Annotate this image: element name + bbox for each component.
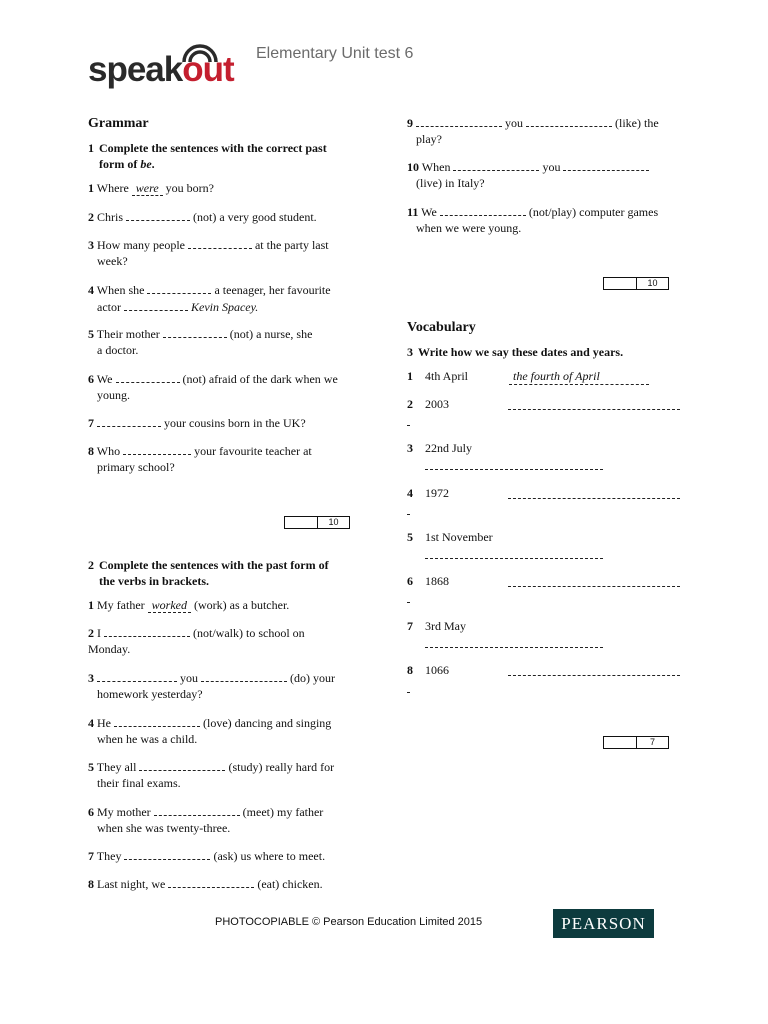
answer-blank[interactable] bbox=[104, 624, 190, 637]
ex3-item-7: 7 3rd May bbox=[407, 619, 466, 633]
ex1-item-1: 1 Where were you born? bbox=[88, 181, 214, 195]
wrap-dash bbox=[407, 692, 410, 693]
ex1-item-8: 8 Who your favourite teacher at primary school? bbox=[88, 444, 312, 474]
ex2-item-9: 9 you (like) the play? bbox=[407, 116, 659, 146]
score-input[interactable] bbox=[604, 737, 637, 748]
ex1-item-6: 6 We (not) afraid of the dark when we young. bbox=[88, 372, 338, 402]
ex2-item-11: 11 We (not/play) computer games when we were young. bbox=[407, 205, 659, 235]
answer-line[interactable] bbox=[425, 557, 603, 559]
score-input[interactable] bbox=[285, 517, 318, 528]
ex3-item-8: 8 1066 bbox=[407, 663, 449, 677]
ex1-item-5: 5 Their mother (not) a nurse, she a doctor. bbox=[88, 327, 313, 357]
ex3-score-box: 7 bbox=[603, 736, 669, 749]
answer-blank[interactable] bbox=[563, 158, 649, 171]
ex2-item-3: 3 you (do) your homework yesterday? bbox=[88, 671, 335, 701]
ex1-item-2: 2 Chris (not) a very good student. bbox=[88, 210, 317, 224]
ex2-item-2: 2 I (not/walk) to school on Monday. bbox=[88, 626, 305, 656]
score-input[interactable] bbox=[604, 278, 637, 289]
logo-wordmark: speakout bbox=[88, 50, 234, 89]
ex2-item-7: 7 They (ask) us where to meet. bbox=[88, 849, 326, 863]
answer-line[interactable] bbox=[508, 674, 680, 676]
pearson-logo: PEARSON bbox=[553, 909, 654, 938]
ex1-item-4: 4 When she a teenager, her favourite actor Kevin Spacey. bbox=[88, 283, 331, 314]
ex1-score-box: 10 bbox=[284, 516, 350, 529]
answer-blank[interactable] bbox=[124, 298, 188, 311]
exercise-3-instruction: 3 Write how we say these dates and years. bbox=[407, 345, 624, 359]
answer-blank[interactable] bbox=[97, 414, 161, 427]
answer-blank[interactable] bbox=[188, 236, 252, 249]
ex3-item-3: 3 22nd July bbox=[407, 441, 473, 455]
ex2-item-10: 10 When you (live) in Italy? bbox=[407, 158, 682, 191]
answer-blank[interactable] bbox=[168, 875, 254, 888]
answer-blank[interactable] bbox=[163, 325, 227, 338]
ex3-item-5: 5 1st November bbox=[407, 530, 493, 544]
ex3-item-6: 6 1868 bbox=[407, 574, 449, 588]
answer-example: worked bbox=[148, 598, 191, 613]
answer-example: were bbox=[132, 181, 163, 196]
answer-blank[interactable] bbox=[139, 758, 225, 771]
answer-line[interactable] bbox=[508, 408, 680, 410]
exercise-2-instruction: 2 Complete the sentences with the past form of the verbs in brackets. bbox=[88, 558, 329, 588]
wrap-dash bbox=[407, 514, 410, 515]
answer-blank[interactable] bbox=[97, 669, 177, 682]
exercise-1-instruction: 1 Complete the sentences with the correct past form of be. bbox=[88, 141, 327, 171]
ex1-item-3: 3 How many people at the party last week? bbox=[88, 238, 329, 268]
answer-example: the fourth of April bbox=[509, 368, 649, 385]
wrap-dash bbox=[407, 602, 410, 603]
answer-blank[interactable] bbox=[123, 442, 191, 455]
answer-blank[interactable] bbox=[126, 208, 190, 221]
copyright-footer: PHOTOCOPIABLE © Pearson Education Limited 2015 bbox=[215, 916, 483, 928]
answer-blank[interactable] bbox=[416, 114, 502, 127]
ex3-item-2: 2 2003 bbox=[407, 397, 449, 411]
answer-blank[interactable] bbox=[116, 370, 180, 383]
answer-line[interactable] bbox=[508, 585, 680, 587]
answer-line[interactable] bbox=[425, 646, 603, 648]
answer-blank[interactable] bbox=[526, 114, 612, 127]
answer-blank[interactable] bbox=[440, 203, 526, 216]
ex3-item-4: 4 1972 bbox=[407, 486, 449, 500]
answer-blank[interactable] bbox=[124, 847, 210, 860]
ex2-item-5: 5 They all (study) really hard for their final exams. bbox=[88, 760, 335, 790]
wrap-dash bbox=[407, 425, 410, 426]
unit-title: Elementary Unit test 6 bbox=[256, 45, 414, 62]
answer-blank[interactable] bbox=[201, 669, 287, 682]
answer-blank[interactable] bbox=[147, 281, 211, 294]
answer-line[interactable] bbox=[508, 497, 680, 499]
speakout-logo bbox=[88, 42, 253, 92]
ex2-item-6: 6 My mother (meet) my father when she was twenty-three. bbox=[88, 805, 324, 835]
ex1-item-7: 7 your cousins born in the UK? bbox=[88, 416, 306, 430]
ex2-item-4: 4 He (love) dancing and singing when he was a child. bbox=[88, 716, 332, 746]
answer-blank[interactable] bbox=[114, 714, 200, 727]
answer-line[interactable] bbox=[425, 468, 603, 470]
ex2-item-8: 8 Last night, we (eat) chicken. bbox=[88, 877, 323, 891]
ex3-item-1: 1 4th April the fourth of April bbox=[407, 368, 677, 384]
ex2-score-box: 10 bbox=[603, 277, 669, 290]
vocabulary-heading: Vocabulary bbox=[407, 320, 476, 335]
answer-blank[interactable] bbox=[154, 803, 240, 816]
ex2-item-1: 1 My father worked (work) as a butcher. bbox=[88, 598, 290, 612]
answer-blank[interactable] bbox=[453, 158, 539, 171]
grammar-heading: Grammar bbox=[88, 116, 149, 131]
